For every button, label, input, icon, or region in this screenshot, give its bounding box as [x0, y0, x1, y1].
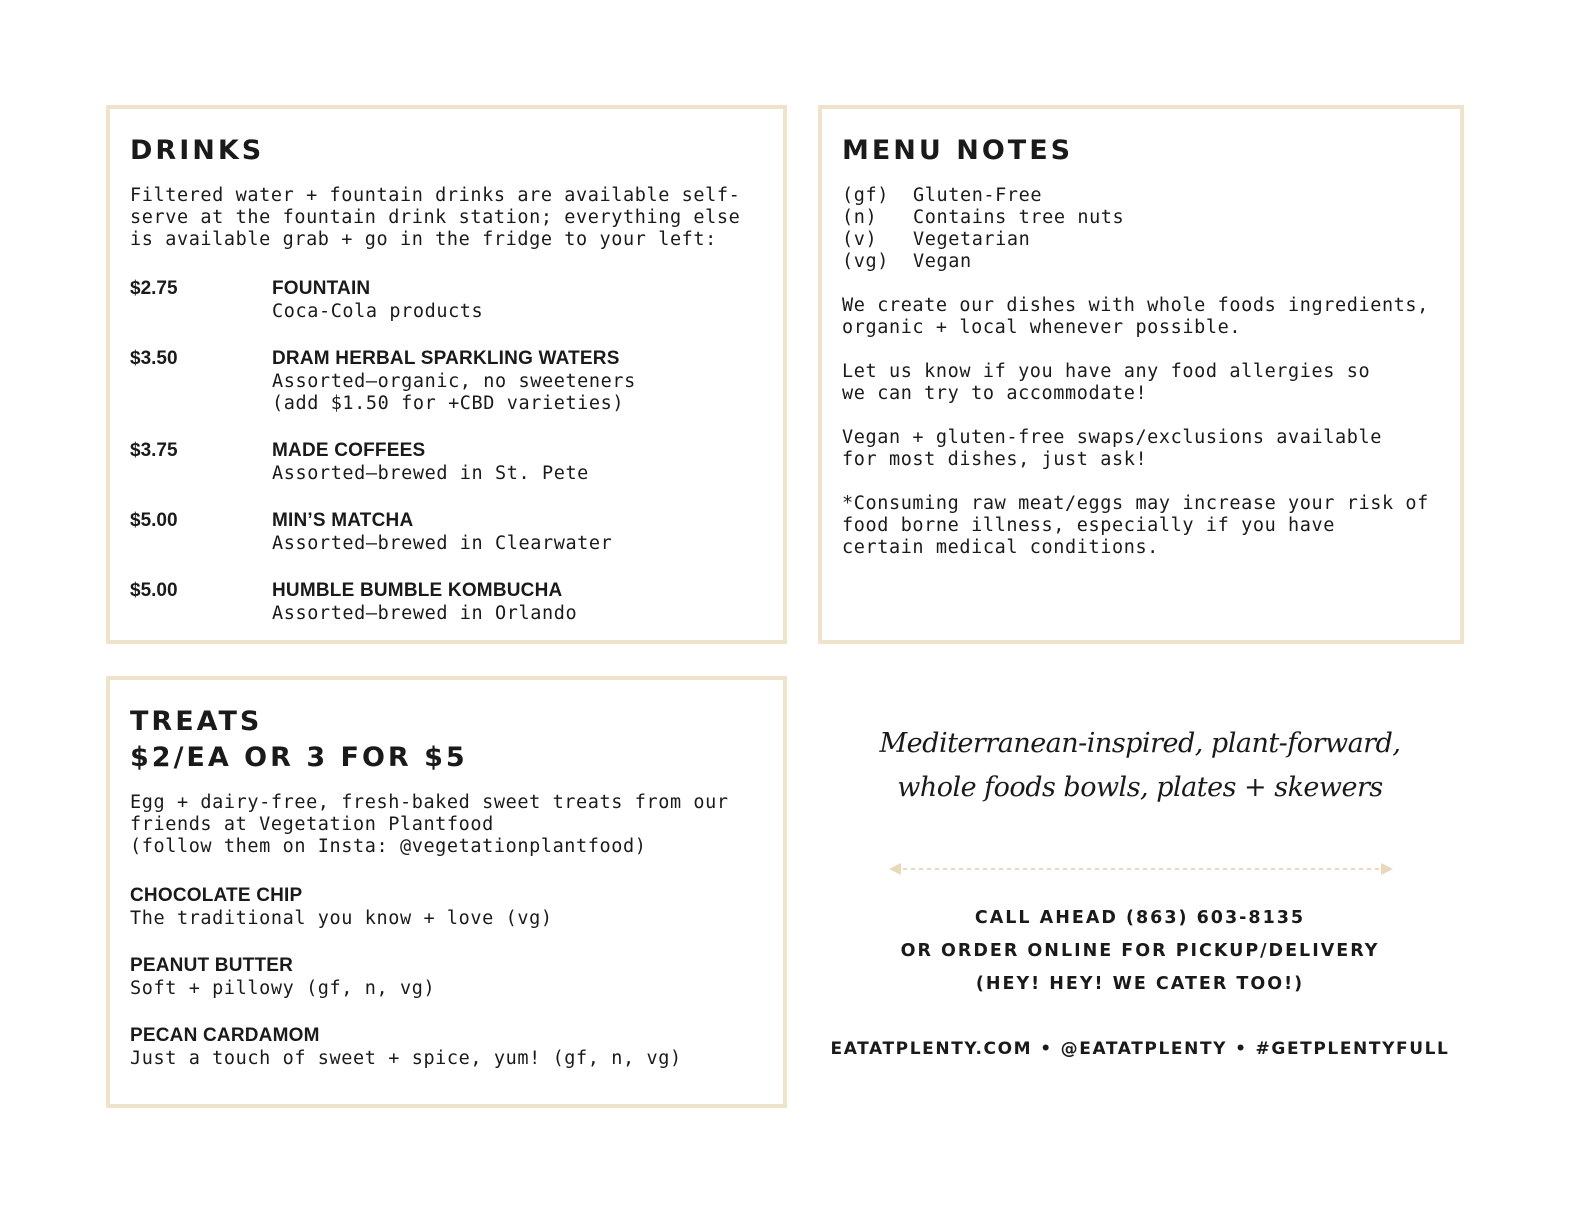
note-paragraph: Let us know if you have any food allergies so we can try to accommodate!	[842, 361, 1371, 404]
treats-pricing: $2/EA OR 3 FOR $5	[130, 742, 468, 773]
dietary-legend	[842, 185, 1446, 273]
tagline-line: whole foods bowls, plates + skewers	[897, 772, 1383, 803]
treat-description: Soft + pillowy (gf, n, vg)	[130, 978, 436, 999]
drink-name: FOUNTAIN	[272, 278, 371, 299]
drink-description: Coca-Cola products	[272, 301, 484, 322]
arrow-right-icon	[1381, 863, 1393, 875]
call-ahead-line: CALL AHEAD (863) 603-8135	[974, 908, 1306, 928]
social-handle[interactable]: @EATATPLENTY	[1060, 1039, 1228, 1059]
drinks-list	[130, 277, 769, 625]
legend-code: (v)	[842, 229, 878, 250]
treats-title: TREATS	[130, 706, 263, 737]
treats-intro: Egg + dairy-free, fresh-baked sweet treats from our friends at Vegetation Plantfood (follow them on Insta: @vegetationplantfood)	[130, 792, 729, 857]
hashtag[interactable]: #GETPLENTYFULL	[1255, 1039, 1450, 1059]
drink-item	[130, 509, 769, 555]
treats-panel	[106, 676, 787, 1108]
separator-dot: •	[1040, 1039, 1053, 1059]
drink-name: DRAM HERBAL SPARKLING WATERS	[272, 348, 620, 369]
legend-item	[842, 251, 1446, 273]
legend-code: (vg)	[842, 251, 889, 272]
treat-description: The traditional you know + love (vg)	[130, 908, 553, 929]
treat-item	[130, 954, 769, 1000]
treats-list	[130, 884, 769, 1070]
drink-name: HUMBLE BUMBLE KOMBUCHA	[272, 580, 563, 601]
tagline	[830, 722, 1450, 810]
separator-dot: •	[1235, 1039, 1248, 1059]
social-links	[820, 1036, 1460, 1062]
treat-item	[130, 1024, 769, 1070]
legend-label: Contains tree nuts	[913, 207, 1125, 228]
note-paragraph: Vegan + gluten-free swaps/exclusions available for most dishes, just ask!	[842, 427, 1382, 470]
drink-price: $5.00	[130, 510, 178, 531]
contact-block	[830, 902, 1450, 1001]
drink-item	[130, 277, 769, 323]
drink-name: MADE COFFEES	[272, 440, 426, 461]
legend-label: Gluten-Free	[913, 185, 1043, 206]
note-paragraph: *Consuming raw meat/eggs may increase your risk of food borne illness, especially if you have certain medical conditions.	[842, 493, 1429, 558]
drink-price: $3.50	[130, 348, 178, 369]
legend-item	[842, 185, 1446, 207]
legend-item	[842, 229, 1446, 251]
drink-description: Assorted—brewed in Orlando	[272, 603, 578, 624]
drinks-intro: Filtered water + fountain drinks are available self- serve at the fountain drink station; everything else is available grab + go in the fridge to your left:	[130, 185, 741, 250]
drinks-title: DRINKS	[130, 135, 265, 166]
drink-price: $3.75	[130, 440, 178, 461]
drink-item	[130, 347, 769, 415]
legend-code: (n)	[842, 207, 878, 228]
treat-description: Just a touch of sweet + spice, yum! (gf, n, vg)	[130, 1048, 682, 1069]
treat-item	[130, 884, 769, 930]
menu-notes-title: MENU NOTES	[842, 135, 1074, 166]
drink-price: $5.00	[130, 580, 178, 601]
drink-name: MIN’S MATCHA	[272, 510, 414, 531]
arrow-left-icon	[889, 863, 901, 875]
website-link[interactable]: EATATPLENTY.COM	[830, 1039, 1033, 1059]
treat-name: CHOCOLATE CHIP	[130, 885, 303, 906]
drinks-panel	[106, 105, 787, 644]
tagline-line: Mediterranean-inspired, plant-forward,	[879, 728, 1401, 759]
drink-price: $2.75	[130, 278, 178, 299]
legend-label: Vegetarian	[913, 229, 1031, 250]
legend-label: Vegan	[913, 251, 972, 272]
catering-line: (HEY! HEY! WE CATER TOO!)	[975, 974, 1305, 994]
legend-code: (gf)	[842, 185, 889, 206]
order-online-line: OR ORDER ONLINE FOR PICKUP/DELIVERY	[900, 941, 1380, 961]
note-paragraph: We create our dishes with whole foods ingredients, organic + local whenever possible.	[842, 295, 1429, 338]
drink-item	[130, 439, 769, 485]
legend-item	[842, 207, 1446, 229]
drink-description: Assorted—brewed in Clearwater	[272, 533, 613, 554]
treat-name: PECAN CARDAMOM	[130, 1025, 320, 1046]
dotted-divider	[889, 860, 1393, 878]
drink-description: Assorted—brewed in St. Pete	[272, 463, 589, 484]
drink-description: Assorted—organic, no sweeteners (add $1.50 for +CBD varieties)	[272, 371, 636, 414]
menu-notes-panel	[818, 105, 1464, 644]
drink-item	[130, 579, 769, 625]
treat-name: PEANUT BUTTER	[130, 955, 294, 976]
